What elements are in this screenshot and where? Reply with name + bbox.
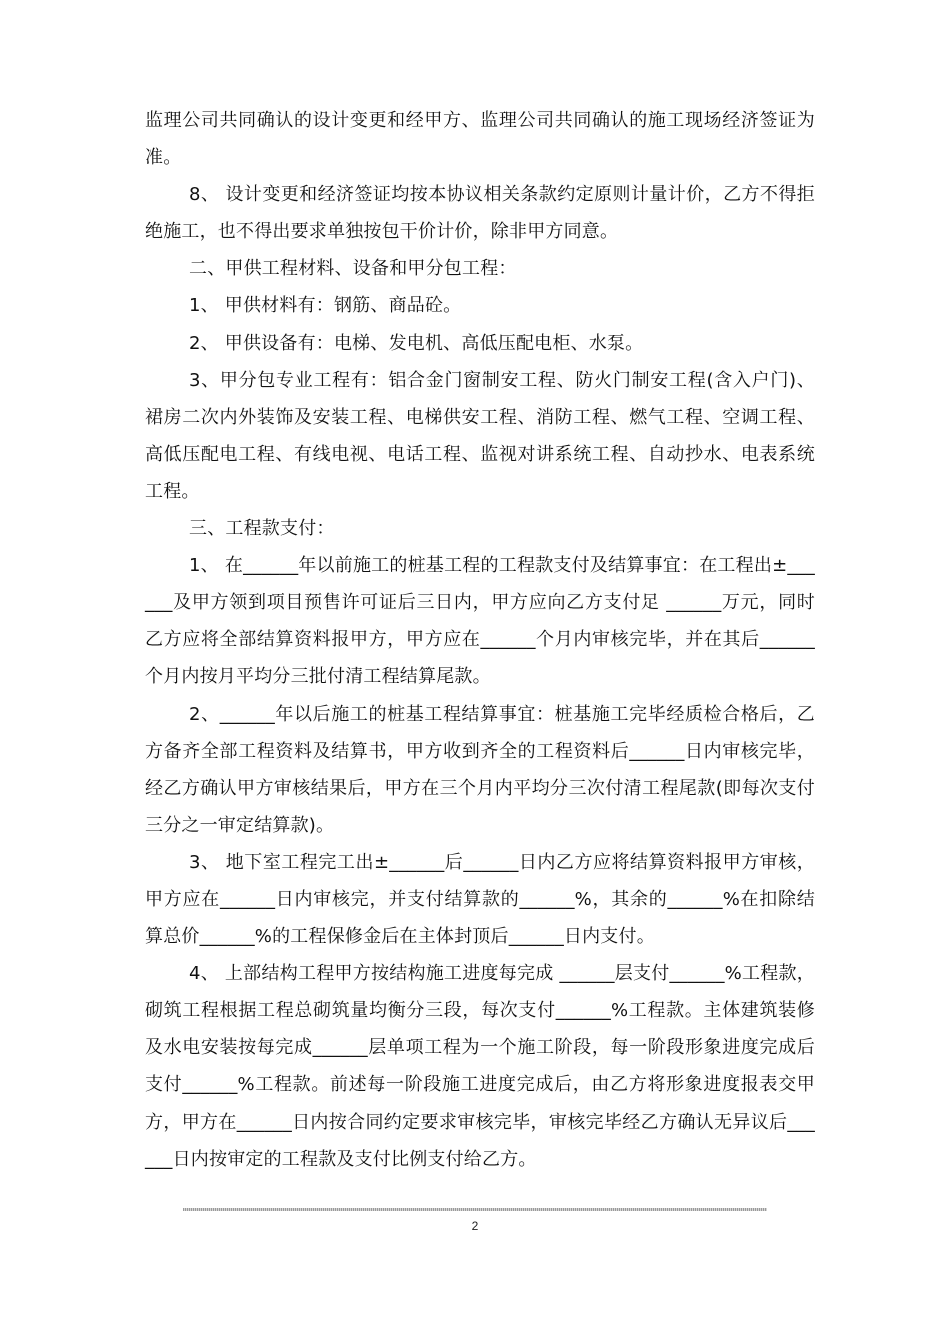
paragraph-item-8: 8、 设计变更和经济签证均按本协议相关条款约定原则计量计价，乙方不得拒绝施工，也不得出要求单独按包干价计价，除非甲方同意。 [145,184,815,243]
section-heading-3: 三、工程款支付： [189,518,335,540]
paragraph-payment-3: 3、 地下室工程完工出±______后______日内乙方应将结算资料报甲方审核，甲方应在______日内审核完，并支付结算款的______%，其余的______%在扣除结算总价______%的工程保修金后在主体封顶后______日内支付。 [145,851,815,948]
paragraph-subcontract-works: 3、甲分包专业工程有：铝合金门窗制安工程、防火门制安工程(含入户门)、裙房二次内外装饰及安装工程、电梯供安工程、消防工程、燃气工程、空调工程、高低压配电工程、有线电视、电话工程、监视对讲系统工程、自动抄水、电表系统工程。 [145,369,815,502]
paragraph-owner-materials: 1、 甲供材料有：钢筋、商品砼。 [189,295,462,317]
section-heading-2: 二、甲供工程材料、设备和甲分包工程： [189,258,517,280]
page-number: 2 [471,1219,479,1233]
paragraph-payment-1: 1、 在______年以前施工的桩基工程的工程款支付及结算事宜：在工程出±______及甲方领到项目预售许可证后三日内，甲方应向乙方支付足 ______万元，同时乙方应将全部结算资料报甲方，甲方应在______个月内审核完毕，并在其后______个月内按月平均分三批付清工程结算尾款。 [145,555,815,688]
paragraph-payment-2: 2、______年以后施工的桩基工程结算事宜：桩基施工完毕经质检合格后，乙方备齐全部工程资料及结算书，甲方收到齐全的工程资料后______日内审核完毕，经乙方确认甲方审核结果后，甲方在三个月内平均分三次付清工程尾款(即每次支付三分之一审定结算款)。 [145,703,815,836]
document-body [145,102,815,1178]
footer-divider [183,1208,767,1211]
paragraph-continuation: 监理公司共同确认的设计变更和经甲方、监理公司共同确认的施工现场经济签证为准。 [145,110,815,169]
paragraph-owner-equipment: 2、 甲供设备有：电梯、发电机、高低压配电柜、水泵。 [189,332,644,354]
paragraph-payment-4: 4、 上部结构工程甲方按结构施工进度每完成 ______层支付______%工程款，砌筑工程根据工程总砌筑量均衡分三段，每次支付______%工程款。主体建筑装修及水电安装按每完成______层单项工程为一个施工阶段，每一阶段形象进度完成后支付______%工程款。前述每一阶段施工进度完成后，由乙方将形象进度报表交甲方，甲方在______日内按合同约定要求审核完毕，审核完毕经乙方确认无异议后______日内按审定的工程款及支付比例支付给乙方。 [145,963,815,1170]
